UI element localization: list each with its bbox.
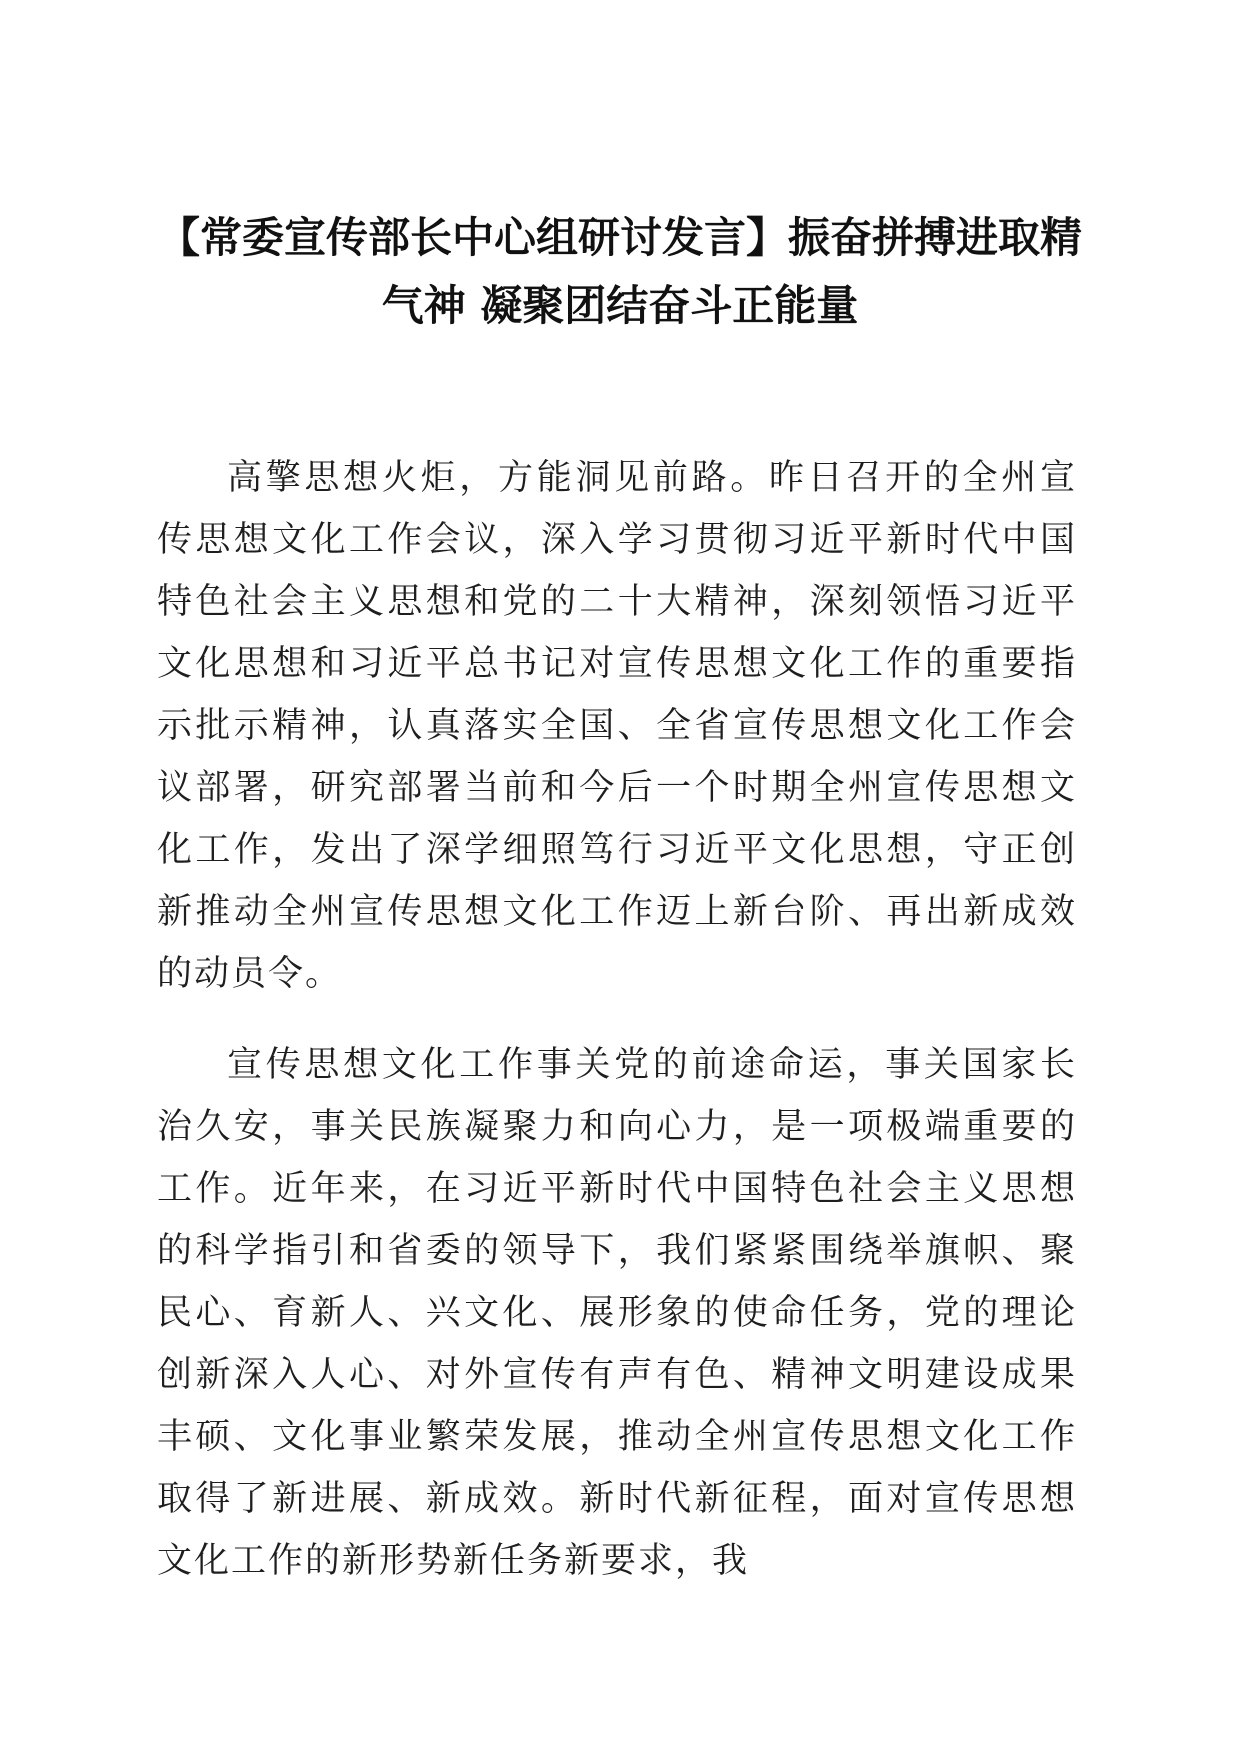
body-paragraph-2: 宣传思想文化工作事关党的前途命运，事关国家长治久安，事关民族凝聚力和向心力，是一项极端重要的工作。近年来，在习近平新时代中国特色社会主义思想的科学指引和省委的领导下，我们紧紧围绕举旗帜、聚民心、育新人、兴文化、展形象的使命任务，党的理论创新深入人心、对外宣传有声有色、精神文明建设成果丰硕、文化事业繁荣发展，推动全州宣传思想文化工作取得了新进展、新成效。新时代新征程，面对宣传思想文化工作的新形势新任务新要求，我 bbox=[157, 1045, 1077, 1581]
body-paragraph-1: 高擎思想火炬，方能洞见前路。昨日召开的全州宣传思想文化工作会议，深入学习贯彻习近平新时代中国特色社会主义思想和党的二十大精神，深刻领悟习近平文化思想和习近平总书记对宣传思想文化工作的重要指示批示精神，认真落实全国、全省宣传思想文化工作会议部署，研究部署当前和今后一个时期全州宣传思想文化工作，发出了深学细照笃行习近平文化思想，守正创新推动全州宣传思想文化工作迈上新台阶、再出新成效的动员令。 bbox=[157, 458, 1077, 994]
document-title: 【常委宣传部长中心组研讨发言】振奋拼搏进取精气神 凝聚团结奋斗正能量 bbox=[157, 213, 1082, 330]
